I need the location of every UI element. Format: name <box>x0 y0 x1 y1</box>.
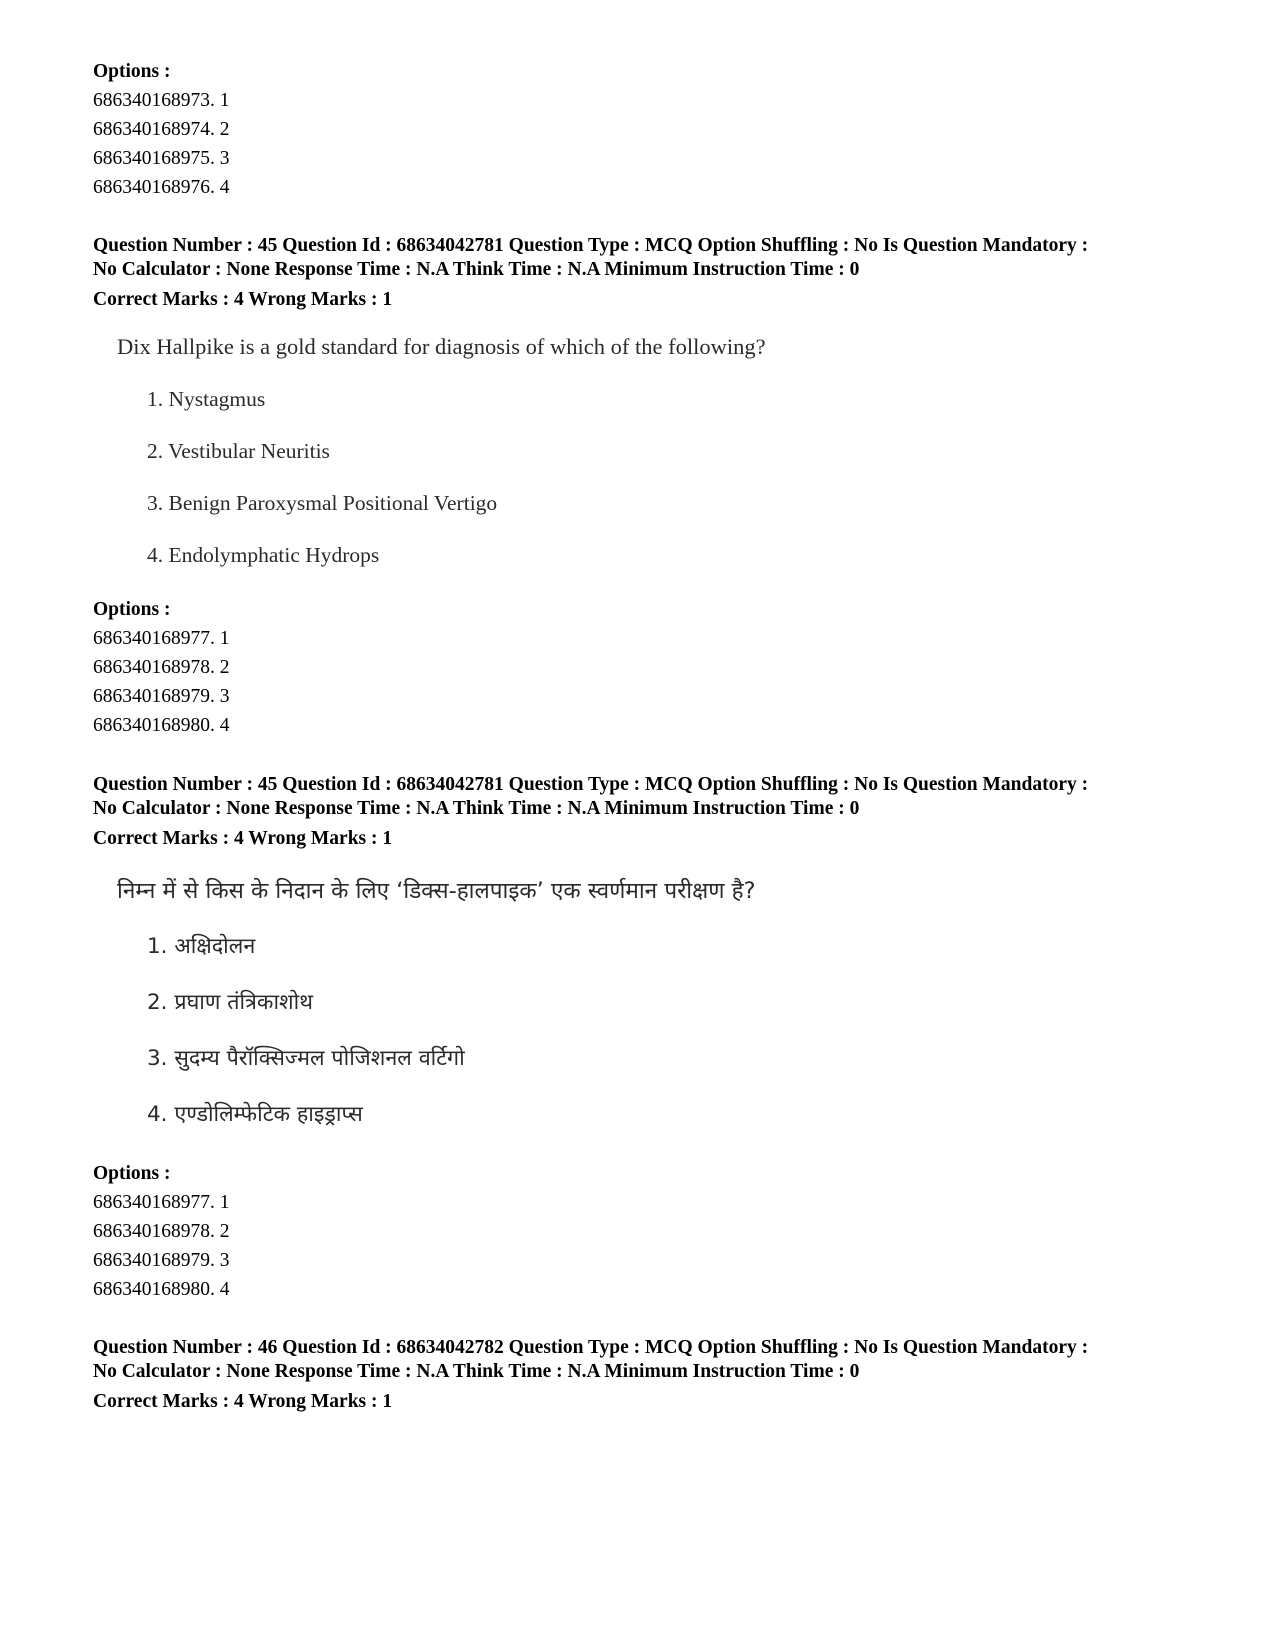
options-block-45-en <box>93 595 1213 740</box>
question-body-45-hi <box>117 877 756 1129</box>
answer-choice: 1. Nystagmus <box>147 387 266 411</box>
question-meta-45-en <box>93 234 1213 313</box>
answer-choice: 3. सुदम्य पैरॉक्सिज्मल पोजिशनल वर्टिगो <box>147 1046 465 1071</box>
option-id: 686340168977. 1 <box>93 628 230 649</box>
options-block-45-hi <box>93 1159 1213 1304</box>
option-id: 686340168976. 4 <box>93 177 230 198</box>
question-meta-line: Question Number : 46 Question Id : 68634042782 Question Type : MCQ Option Shuffling : No Is Question Mandatory : <box>93 1337 1089 1358</box>
answer-choice: 3. Benign Paroxysmal Positional Vertigo <box>147 491 498 515</box>
option-id: 686340168974. 2 <box>93 119 230 140</box>
answer-choice: 4. Endolymphatic Hydrops <box>147 543 380 567</box>
option-id: 686340168979. 3 <box>93 1250 230 1271</box>
question-meta-46 <box>93 1336 1213 1415</box>
question-meta-45-hi <box>93 773 1213 852</box>
answer-choice: 4. एण्डोलिम्फेटिक हाइड्राप्स <box>147 1102 363 1127</box>
marks-line: Correct Marks : 4 Wrong Marks : 1 <box>93 289 393 310</box>
options-label: Options : <box>93 599 171 620</box>
options-label: Options : <box>93 1163 171 1184</box>
option-id: 686340168977. 1 <box>93 1192 230 1213</box>
option-id: 686340168975. 3 <box>93 148 230 169</box>
question-meta-line: No Calculator : None Response Time : N.A Think Time : N.A Minimum Instruction Time : 0 <box>93 798 860 819</box>
question-meta-line: No Calculator : None Response Time : N.A Think Time : N.A Minimum Instruction Time : 0 <box>93 1361 860 1382</box>
marks-line: Correct Marks : 4 Wrong Marks : 1 <box>93 828 393 849</box>
question-stem: Dix Hallpike is a gold standard for diagnosis of which of the following? <box>117 334 766 359</box>
options-label: Options : <box>93 61 171 82</box>
option-id: 686340168973. 1 <box>93 90 230 111</box>
marks-line: Correct Marks : 4 Wrong Marks : 1 <box>93 1391 393 1412</box>
question-meta-line: Question Number : 45 Question Id : 68634042781 Question Type : MCQ Option Shuffling : No Is Question Mandatory : <box>93 774 1089 795</box>
answer-choice: 2. Vestibular Neuritis <box>147 439 330 463</box>
options-block-top <box>93 57 1213 202</box>
option-id: 686340168980. 4 <box>93 1279 230 1300</box>
question-stem: निम्न में से किस के निदान के लिए ‘डिक्स-हालपाइक’ एक स्वर्णमान परीक्षण है? <box>117 878 756 904</box>
option-id: 686340168979. 3 <box>93 686 230 707</box>
question-meta-line: No Calculator : None Response Time : N.A Think Time : N.A Minimum Instruction Time : 0 <box>93 259 860 280</box>
option-id: 686340168978. 2 <box>93 657 230 678</box>
answer-choice: 1. अक्षिदोलन <box>147 934 256 959</box>
answer-choice: 2. प्रघाण तंत्रिकाशोथ <box>147 990 313 1015</box>
question-meta-line: Question Number : 45 Question Id : 68634042781 Question Type : MCQ Option Shuffling : No Is Question Mandatory : <box>93 235 1089 256</box>
option-id: 686340168978. 2 <box>93 1221 230 1242</box>
option-id: 686340168980. 4 <box>93 715 230 736</box>
question-body-45-en <box>117 333 766 569</box>
